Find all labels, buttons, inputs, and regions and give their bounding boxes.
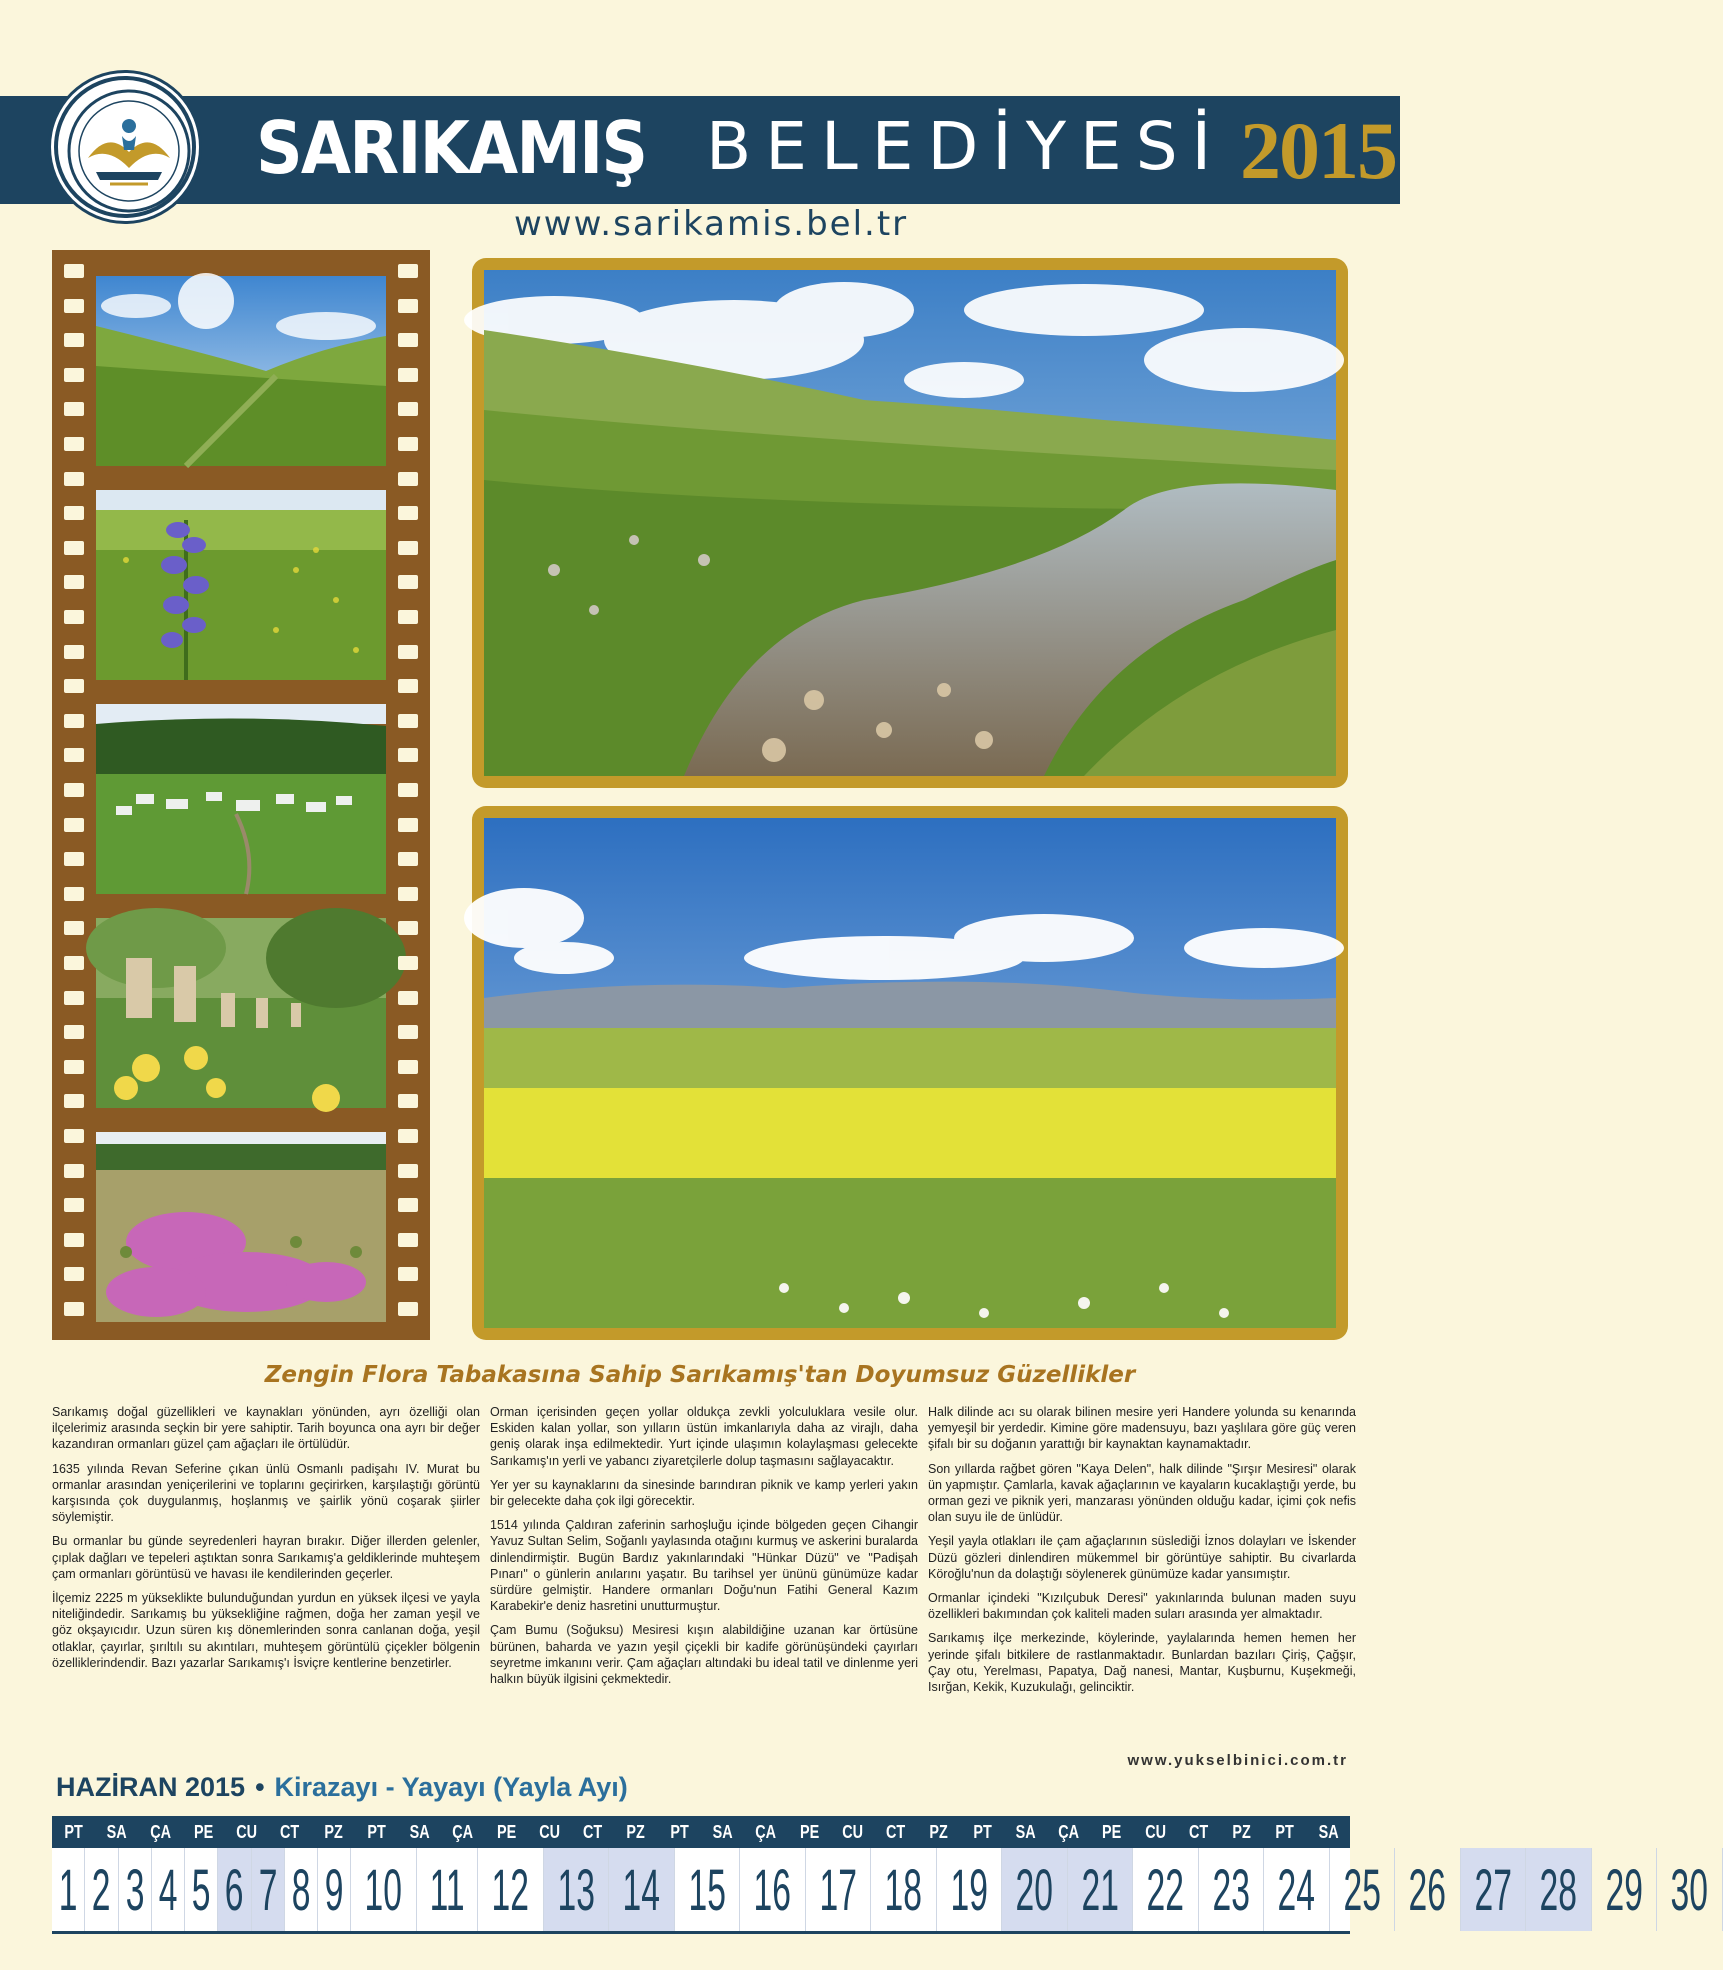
film-sprocket-hole xyxy=(398,1094,418,1108)
film-sprocket-hole xyxy=(398,610,418,624)
film-sprocket-hole xyxy=(64,645,84,659)
film-sprocket-hole xyxy=(398,852,418,866)
calendar-day[interactable] xyxy=(740,1848,806,1931)
day-number: 4 xyxy=(158,1858,178,1923)
day-name: PT xyxy=(973,1822,992,1842)
day-number: 23 xyxy=(1212,1858,1250,1923)
film-sprocket-hole xyxy=(64,402,84,416)
day-name: SA xyxy=(712,1822,733,1842)
day-name: PE xyxy=(193,1822,214,1842)
calendar-day[interactable] xyxy=(871,1848,937,1931)
day-number: 20 xyxy=(1015,1858,1054,1923)
day-name: PZ xyxy=(626,1822,646,1842)
film-sprocket-hole xyxy=(64,264,84,278)
film-sprocket-hole xyxy=(64,575,84,589)
day-number: 28 xyxy=(1539,1858,1578,1923)
film-sprocket-hole xyxy=(398,437,418,451)
month-alt-name: Kirazayı - Yayayı (Yayla Ayı) xyxy=(274,1772,628,1802)
calendar-day[interactable] xyxy=(937,1848,1003,1931)
film-sprocket-hole xyxy=(398,1198,418,1212)
calendar-day[interactable] xyxy=(1592,1848,1658,1931)
calendar-day[interactable] xyxy=(806,1848,872,1931)
day-number: 15 xyxy=(688,1858,726,1923)
calendar-day[interactable] xyxy=(478,1848,544,1931)
paragraph: Bu ormanlar bu günde seyredenleri hayran bırakır. Diğer illerden gelenler, çıplak dağları ve tepeleri aştıktan sonra Sarıkamış'a geldiklerinde muhteşem çam ormanları görüntüsü ve havası ile kendilerinden geçerler. xyxy=(52,1534,480,1581)
paragraph: Orman içerisinden geçen yollar oldukça zevkli yolculuklara vesile olur. Eskiden kalan yollar, son yılların üstün imkanlarıyla daha az virajlı, daha geniş olarak inşa edilmektedir. Yurt içinde ulaşımın kolaylaşması gelecekte Sarıkamış'ın yerli ve yabancı ziyaretçilerle dolup taşmasını sağlayacaktır. xyxy=(490,1405,918,1468)
day-name: ÇA xyxy=(755,1822,777,1842)
calendar-day[interactable] xyxy=(1526,1848,1592,1931)
day-number: 12 xyxy=(491,1858,530,1923)
film-sprocket-hole xyxy=(398,299,418,313)
day-number: 3 xyxy=(125,1858,145,1923)
paragraph: 1514 yılında Çaldıran zaferinin sarhoşluğu içinde bölgeden geçen Cihangir Yavuz Sultan Selim, Soğanlı yaylasında otağını kurmuş ve askerini buralarda dinlendirmiştir. Bugün Bardız yakınlarındaki "Hünkar Düzü" ve "Padişah Pınarı" o günlerin anılarını yaşatır. Bu tarihsel yer ününü günümüze kadar sürdüre gelmiştir. Handere ormanları Doğu'nun Fatihi General Kazım Karabekir'e deniz hasretini unutturmuştur. xyxy=(490,1518,918,1614)
village-forest-photo xyxy=(96,704,386,894)
day-name: CT xyxy=(280,1822,300,1842)
day-name: PT xyxy=(64,1822,83,1842)
film-sprocket-hole xyxy=(64,783,84,797)
photo-frame-top xyxy=(472,258,1348,788)
paragraph: Yeşil yayla otlakları ile çam ağaçlarının süslediği İznos dolayları ve İskender Düzü gözleri dinlendiren mükemmel bir görüntüye sahiptir. Bu civarlarda Köroğlu'nun da dolaştığı söylenerek günümüze kadar yansımıştır. xyxy=(928,1534,1356,1581)
film-strip xyxy=(52,250,430,1340)
film-sprocket-hole xyxy=(64,714,84,728)
film-sprocket-hole xyxy=(64,1302,84,1316)
calendar-day[interactable] xyxy=(609,1848,675,1931)
film-sprocket-hole xyxy=(64,679,84,693)
day-number: 7 xyxy=(258,1858,278,1923)
day-name: CU xyxy=(1144,1822,1166,1842)
film-sprocket-hole xyxy=(398,921,418,935)
film-sprocket-hole xyxy=(398,368,418,382)
film-sprocket-hole xyxy=(398,748,418,762)
photo-frame-bottom xyxy=(472,806,1348,1340)
film-sprocket-hole xyxy=(398,645,418,659)
film-sprocket-hole xyxy=(398,575,418,589)
day-number: 2 xyxy=(92,1858,111,1923)
month-calendar xyxy=(52,1816,1709,1934)
calendar-year: 2015 xyxy=(1240,105,1396,196)
calendar-day[interactable] xyxy=(285,1848,318,1931)
film-sprocket-hole xyxy=(398,956,418,970)
film-sprocket-hole xyxy=(64,887,84,901)
film-sprocket-hole xyxy=(398,472,418,486)
month-title xyxy=(56,1772,628,1803)
calendar-day[interactable] xyxy=(119,1848,152,1931)
day-name: CT xyxy=(886,1822,906,1842)
calendar-day[interactable] xyxy=(1461,1848,1527,1931)
film-sprocket-hole xyxy=(398,818,418,832)
film-sprocket-hole xyxy=(64,541,84,555)
day-number: 30 xyxy=(1670,1858,1709,1923)
paragraph: Çam Bumu (Soğuksu) Mesiresi kışın alabildiğine uzanan kar örtüsüne bürünen, baharda ve yazın yeşil çiçekli bir kadife görünüşündeki çayırları seyretme imkanını verir. Çam ağaçları altındaki bu ideal tatil ve dinlenme yeri halkın büyük ilgisini çekmektedir. xyxy=(490,1623,918,1687)
day-name: ÇA xyxy=(1058,1822,1080,1842)
day-number: 22 xyxy=(1146,1858,1185,1923)
day-name: PE xyxy=(496,1822,516,1842)
calendar-day[interactable] xyxy=(544,1848,610,1931)
day-number: 11 xyxy=(429,1858,465,1923)
day-name: CU xyxy=(236,1822,258,1842)
day-name: PZ xyxy=(929,1822,949,1842)
calendar-day[interactable] xyxy=(218,1848,251,1931)
day-name: SA xyxy=(106,1822,127,1842)
day-name: SA xyxy=(409,1822,430,1842)
film-sprocket-hole xyxy=(398,887,418,901)
stream-valley-photo xyxy=(484,270,1336,776)
calendar-day[interactable] xyxy=(1330,1848,1396,1931)
film-sprocket-hole xyxy=(398,991,418,1005)
film-sprocket-hole xyxy=(64,1060,84,1074)
calendar-day[interactable] xyxy=(1133,1848,1199,1931)
film-sprocket-hole xyxy=(64,333,84,347)
calendar-day[interactable] xyxy=(85,1848,118,1931)
day-number: 29 xyxy=(1605,1858,1643,1923)
day-number: 17 xyxy=(819,1858,857,1923)
day-name: CT xyxy=(583,1822,603,1842)
day-number: 24 xyxy=(1277,1858,1316,1923)
film-sprocket-hole xyxy=(64,506,84,520)
website-link[interactable]: www.sarikamis.bel.tr xyxy=(514,204,909,244)
day-number: 25 xyxy=(1343,1858,1381,1923)
film-sprocket-hole xyxy=(64,437,84,451)
meadow-valley-photo xyxy=(96,276,386,466)
film-sprocket-hole xyxy=(64,1094,84,1108)
film-sprocket-hole xyxy=(64,956,84,970)
municipality-logo-icon xyxy=(54,76,196,218)
day-number: 21 xyxy=(1081,1858,1119,1923)
hikers-photo xyxy=(96,918,386,1108)
day-number: 6 xyxy=(225,1858,244,1923)
calendar-day[interactable] xyxy=(675,1848,741,1931)
paragraph: Sarıkamış doğal güzellikleri ve kaynakları yönünden, ayrı özelliği olan ilçelerimiz arasında seçkin bir yere sahiptir. Tarih boyunca ona ayrı bir değer kazandıran ormanları güzel çam ağaçları ile örtülüdür. xyxy=(52,1405,480,1452)
day-number: 8 xyxy=(291,1858,311,1923)
film-sprocket-hole xyxy=(64,610,84,624)
article-column-1 xyxy=(52,1404,480,1679)
day-number: 27 xyxy=(1474,1858,1512,1923)
film-sprocket-hole xyxy=(64,1129,84,1143)
film-sprocket-hole xyxy=(398,1129,418,1143)
article-column-3 xyxy=(928,1404,1356,1703)
day-name: ÇA xyxy=(452,1822,474,1842)
paragraph: Yer yer su kaynaklarını da sinesinde barındıran piknik ve kamp yerleri yakın bir gelecekte daha çok ilgi görecektir. xyxy=(490,1477,918,1509)
day-name: SA xyxy=(1318,1822,1339,1842)
day-name: ÇA xyxy=(149,1822,171,1842)
film-sprocket-hole xyxy=(398,679,418,693)
municipality-name: SARIKAMIŞ xyxy=(256,106,647,190)
calendar-day[interactable] xyxy=(351,1848,417,1931)
calendar-day[interactable] xyxy=(318,1848,351,1931)
calendar-day[interactable] xyxy=(152,1848,185,1931)
calendar-days xyxy=(52,1848,1709,1934)
day-name: PE xyxy=(1102,1822,1122,1842)
day-name: PT xyxy=(367,1822,386,1842)
calendar-day[interactable] xyxy=(52,1848,85,1931)
film-sprocket-hole xyxy=(64,991,84,1005)
paragraph: Son yıllarda rağbet gören "Kaya Delen", halk dilinde "Şırşır Mesiresi" olarak ün yapmıştır. Çamlarla, kavak ağaçlarının ve kayaların kucaklaştığı yerde, bu orman gezi ve piknik yeri, manzarası yönünden olduğu kadar, içimi çok nefis olan suyu ile de ünlüdür. xyxy=(928,1461,1356,1525)
yellow-field-photo xyxy=(484,818,1336,1328)
paragraph: Sarıkamış ilçe merkezinde, köylerinde, yaylalarında hemen hemen her yerinde şifalı bitkilere de rastlanmaktadır. Bunlardan bazıları Çiriş, Çağşır, Çay otu, Yerelması, Papatya, Dağ nanesi, Mantar, Kuşburnu, Kuşekmeği, Isırğan, Kekik, Kuzukulağı, gelinciktir. xyxy=(928,1631,1356,1695)
film-sprocket-hole xyxy=(398,1267,418,1281)
day-name: CT xyxy=(1188,1822,1209,1842)
film-sprocket-hole xyxy=(398,541,418,555)
calendar-day[interactable] xyxy=(1068,1848,1134,1931)
calendar-day[interactable] xyxy=(185,1848,218,1931)
day-name: CU xyxy=(842,1822,863,1842)
film-sprocket-hole xyxy=(398,1233,418,1247)
film-sprocket-hole xyxy=(64,368,84,382)
pink-flowers-photo xyxy=(96,1132,386,1322)
film-sprocket-hole xyxy=(64,1164,84,1178)
day-number: 26 xyxy=(1408,1858,1447,1923)
blue-wildflower-photo xyxy=(96,490,386,680)
calendar-day[interactable] xyxy=(252,1848,285,1931)
day-name: PT xyxy=(1275,1822,1295,1842)
paragraph: İlçemiz 2225 m yükseklikte bulunduğundan yurdun en yüksek ilçesi ve yayla niteliğindedir. Sarıkamış bu yüksekliğine rağmen, doğa her zaman yeşil ve göz okşayıcıdır. Uzun süren kış dönemlerinden sonra canlanan doğa, yeşil otlaklar, çayırlar, şırıltılı su akıntıları, muhteşem görüntülü çiçekler bölgenin özelliklerindendir. Bazı yazarlar Sarıkamış'ı İsviçre kentlerine benzetirler. xyxy=(52,1591,480,1670)
film-sprocket-hole xyxy=(64,472,84,486)
day-number: 14 xyxy=(622,1858,661,1923)
paragraph: 1635 yılında Revan Seferine çıkan ünlü Osmanlı padişahı IV. Murat bu ormanlar arasından yeniçerilerini ve toplarını geçirirken, karşılaştığı görüntü karşısında çok duygulanmış, hoşlanmış ve şairlik yönü coşarak şiirler söylemiştir. xyxy=(52,1461,480,1525)
film-sprocket-hole xyxy=(64,921,84,935)
film-sprocket-hole xyxy=(398,1164,418,1178)
film-sprocket-hole xyxy=(398,333,418,347)
film-sprocket-hole xyxy=(64,852,84,866)
day-name: CU xyxy=(539,1822,560,1842)
day-number: 5 xyxy=(191,1858,211,1923)
film-sprocket-hole xyxy=(398,1025,418,1039)
calendar-day-names xyxy=(52,1816,1350,1848)
day-number: 1 xyxy=(58,1858,78,1923)
calendar-day[interactable] xyxy=(1264,1848,1330,1931)
calendar-day[interactable] xyxy=(1657,1848,1723,1931)
paragraph: Halk dilinde acı su olarak bilinen mesire yeri Handere yolunda su kenarında yemyeşil bir yerdedir. Kimine göre madensuyu, bazı yaşlılara göre güç veren şifalı bir su doğanın yarattığı bir kaynaktan kaynamaktadır. xyxy=(928,1405,1356,1452)
film-sprocket-hole xyxy=(398,402,418,416)
calendar-day[interactable] xyxy=(417,1848,478,1931)
day-name: PZ xyxy=(324,1822,343,1842)
day-number: 18 xyxy=(884,1858,923,1923)
film-sprocket-hole xyxy=(398,783,418,797)
film-sprocket-hole xyxy=(398,1060,418,1074)
day-name: PE xyxy=(799,1822,819,1842)
film-sprocket-hole xyxy=(398,1302,418,1316)
film-sprocket-hole xyxy=(64,1198,84,1212)
day-number: 13 xyxy=(557,1858,595,1923)
day-name: SA xyxy=(1015,1822,1036,1842)
film-sprocket-hole xyxy=(64,299,84,313)
film-sprocket-hole xyxy=(64,748,84,762)
day-name: PZ xyxy=(1232,1822,1252,1842)
film-sprocket-hole xyxy=(64,818,84,832)
calendar-day[interactable] xyxy=(1199,1848,1265,1931)
calendar-day[interactable] xyxy=(1002,1848,1068,1931)
day-number: 19 xyxy=(950,1858,988,1923)
day-number: 10 xyxy=(364,1858,403,1923)
film-sprocket-hole xyxy=(64,1233,84,1247)
article-headline: Zengin Flora Tabakasına Sahip Sarıkamış'tan Doyumsuz Güzellikler xyxy=(264,1362,1136,1388)
film-sprocket-hole xyxy=(398,264,418,278)
calendar-day[interactable] xyxy=(1395,1848,1461,1931)
designer-credit-link[interactable]: www.yukselbinici.com.tr xyxy=(1127,1752,1348,1769)
municipality-label: BELEDİYESİ xyxy=(706,108,1226,185)
day-name: PT xyxy=(670,1822,689,1842)
article-column-2 xyxy=(490,1404,918,1695)
film-sprocket-hole xyxy=(64,1025,84,1039)
month-name: HAZİRAN 2015 xyxy=(56,1772,246,1802)
day-number: 9 xyxy=(324,1858,344,1923)
day-number: 16 xyxy=(753,1858,792,1923)
paragraph: Ormanlar içindeki "Kızılçubuk Deresi" yakınlarında bulunan maden suyu özellikleri bakımından çok kaliteli maden suları arasında yer almaktadır. xyxy=(928,1591,1356,1622)
film-sprocket-hole xyxy=(398,714,418,728)
separator-bullet: • xyxy=(255,1772,265,1802)
film-sprocket-hole xyxy=(398,506,418,520)
film-sprocket-hole xyxy=(64,1267,84,1281)
